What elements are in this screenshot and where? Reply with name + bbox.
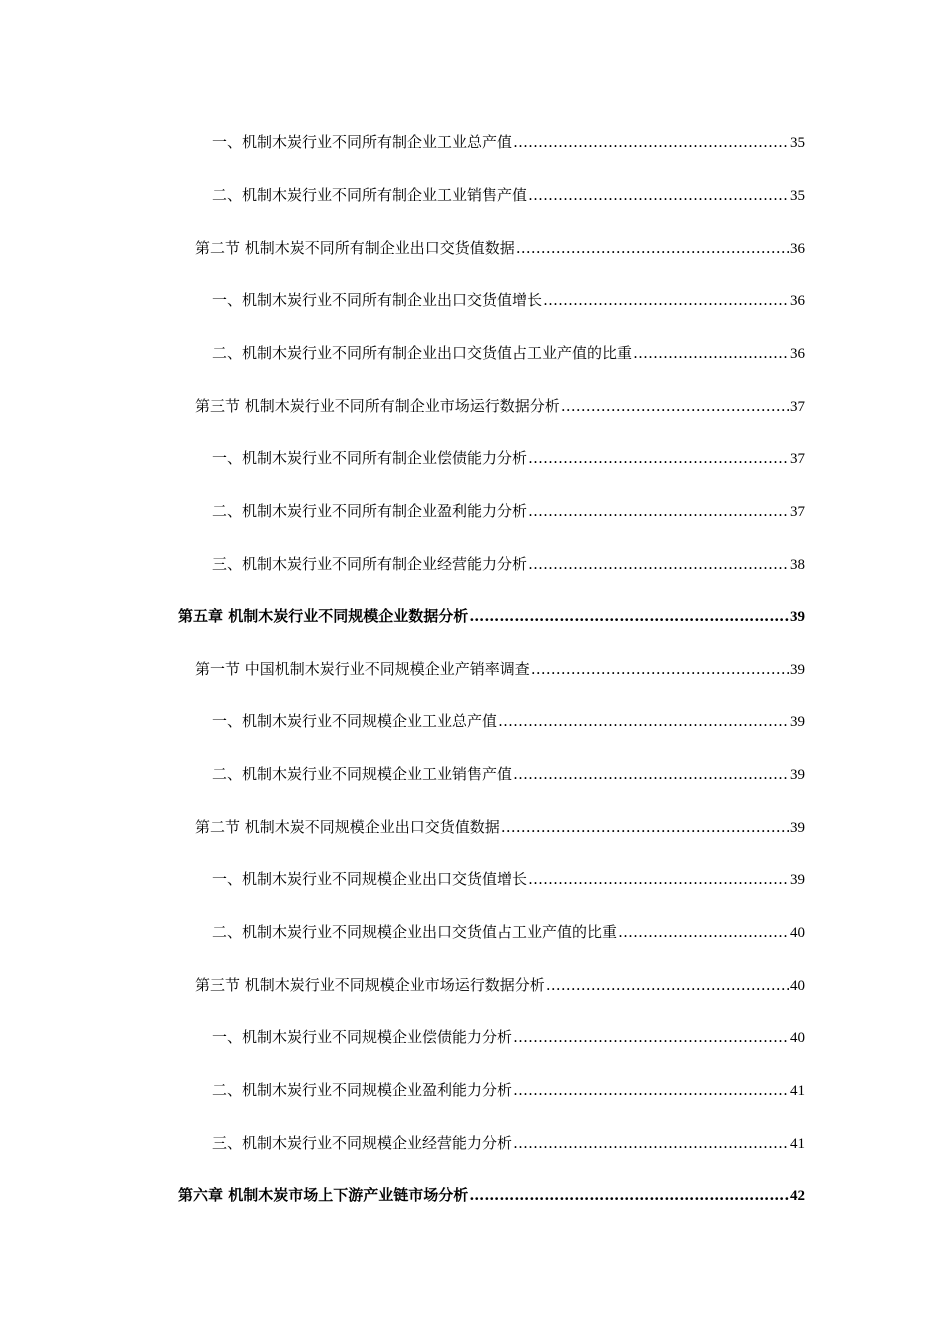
toc-page-number: 39 [790, 714, 805, 730]
toc-page-number: 39 [790, 609, 805, 625]
toc-dot-leader [469, 1182, 789, 1208]
toc-dot-leader [513, 1077, 789, 1103]
toc-page-number: 39 [790, 872, 805, 888]
toc-dot-leader [528, 498, 789, 524]
toc-entry-title: 第二节 机制木炭不同所有制企业出口交货值数据 [195, 239, 515, 257]
toc-entry[interactable] [212, 498, 805, 524]
toc-entry-title: 一、机制木炭行业不同所有制企业工业总产值 [212, 133, 513, 151]
toc-entry-title: 第二节 机制木炭不同规模企业出口交货值数据 [195, 818, 500, 836]
toc-page-number: 39 [790, 767, 805, 783]
toc-entry-title: 二、机制木炭行业不同所有制企业工业销售产值 [212, 186, 528, 204]
toc-dot-leader [501, 814, 789, 840]
toc-chapter-entry[interactable] [178, 603, 805, 629]
toc-entry-title: 一、机制木炭行业不同规模企业工业总产值 [212, 712, 498, 730]
toc-dot-leader [469, 603, 789, 629]
toc-page-number: 37 [790, 504, 805, 520]
toc-entry[interactable] [212, 1130, 805, 1156]
toc-dot-leader [528, 445, 789, 471]
toc-entry[interactable] [212, 708, 805, 734]
toc-entry-title: 第三节 机制木炭行业不同所有制企业市场运行数据分析 [195, 397, 560, 415]
toc-page-number: 40 [790, 978, 805, 994]
toc-page-number: 39 [790, 820, 805, 836]
toc-entry[interactable] [195, 235, 805, 261]
toc-entry-title: 第一节 中国机制木炭行业不同规模企业产销率调查 [195, 660, 530, 678]
toc-dot-leader [513, 129, 789, 155]
toc-entry-title: 一、机制木炭行业不同规模企业偿债能力分析 [212, 1028, 513, 1046]
toc-dot-leader [561, 393, 789, 419]
toc-dot-leader [516, 235, 789, 261]
toc-page-number: 40 [790, 925, 805, 941]
toc-dot-leader [528, 866, 789, 892]
toc-entry[interactable] [212, 340, 805, 366]
toc-page-number: 41 [790, 1083, 805, 1099]
toc-entry[interactable] [212, 551, 805, 577]
toc-entry[interactable] [195, 656, 805, 682]
toc-entry[interactable] [212, 445, 805, 471]
toc-page-number: 36 [790, 346, 805, 362]
toc-entry-title: 二、机制木炭行业不同所有制企业出口交货值占工业产值的比重 [212, 344, 633, 362]
toc-page-number: 36 [790, 241, 805, 257]
toc-entry[interactable] [212, 919, 805, 945]
toc-dot-leader [513, 761, 789, 787]
toc-dot-leader [546, 972, 789, 998]
toc-page-number: 37 [790, 451, 805, 467]
toc-entry[interactable] [195, 972, 805, 998]
toc-dot-leader [513, 1024, 789, 1050]
toc-entry[interactable] [212, 866, 805, 892]
toc-page-number: 36 [790, 293, 805, 309]
toc-entry[interactable] [195, 393, 805, 419]
toc-entry[interactable] [212, 1024, 805, 1050]
toc-entry[interactable] [212, 761, 805, 787]
toc-entry-title: 三、机制木炭行业不同规模企业经营能力分析 [212, 1134, 513, 1152]
toc-entry[interactable] [212, 1077, 805, 1103]
toc-entry-title: 第五章 机制木炭行业不同规模企业数据分析 [178, 607, 469, 625]
toc-page-number: 41 [790, 1136, 805, 1152]
toc-page-number: 39 [790, 662, 805, 678]
toc-chapter-entry[interactable] [178, 1182, 805, 1208]
toc-entry-title: 三、机制木炭行业不同所有制企业经营能力分析 [212, 555, 528, 573]
toc-entry-title: 一、机制木炭行业不同所有制企业出口交货值增长 [212, 291, 543, 309]
toc-entry-title: 二、机制木炭行业不同所有制企业盈利能力分析 [212, 502, 528, 520]
toc-dot-leader [528, 182, 789, 208]
toc-page-number: 37 [790, 399, 805, 415]
toc-entry[interactable] [212, 129, 805, 155]
toc-entry-title: 二、机制木炭行业不同规模企业工业销售产值 [212, 765, 513, 783]
toc-dot-leader [531, 656, 789, 682]
toc-dot-leader [633, 340, 789, 366]
toc-page-number: 42 [790, 1188, 805, 1204]
toc-dot-leader [498, 708, 789, 734]
toc-entry-title: 第三节 机制木炭行业不同规模企业市场运行数据分析 [195, 976, 545, 994]
toc-entry-title: 一、机制木炭行业不同所有制企业偿债能力分析 [212, 449, 528, 467]
toc-page-number: 40 [790, 1030, 805, 1046]
toc-dot-leader [513, 1130, 789, 1156]
toc-entry-title: 第六章 机制木炭市场上下游产业链市场分析 [178, 1186, 469, 1204]
toc-page-number: 35 [790, 188, 805, 204]
toc-page-number: 35 [790, 135, 805, 151]
toc-dot-leader [543, 287, 789, 313]
toc-dot-leader [618, 919, 789, 945]
toc-entry[interactable] [212, 182, 805, 208]
toc-entry-title: 二、机制木炭行业不同规模企业出口交货值占工业产值的比重 [212, 923, 618, 941]
toc-page-number: 38 [790, 557, 805, 573]
toc-entry-title: 一、机制木炭行业不同规模企业出口交货值增长 [212, 870, 528, 888]
toc-entry[interactable] [195, 814, 805, 840]
toc-dot-leader [528, 551, 789, 577]
toc-entry[interactable] [212, 287, 805, 313]
toc-entry-title: 二、机制木炭行业不同规模企业盈利能力分析 [212, 1081, 513, 1099]
